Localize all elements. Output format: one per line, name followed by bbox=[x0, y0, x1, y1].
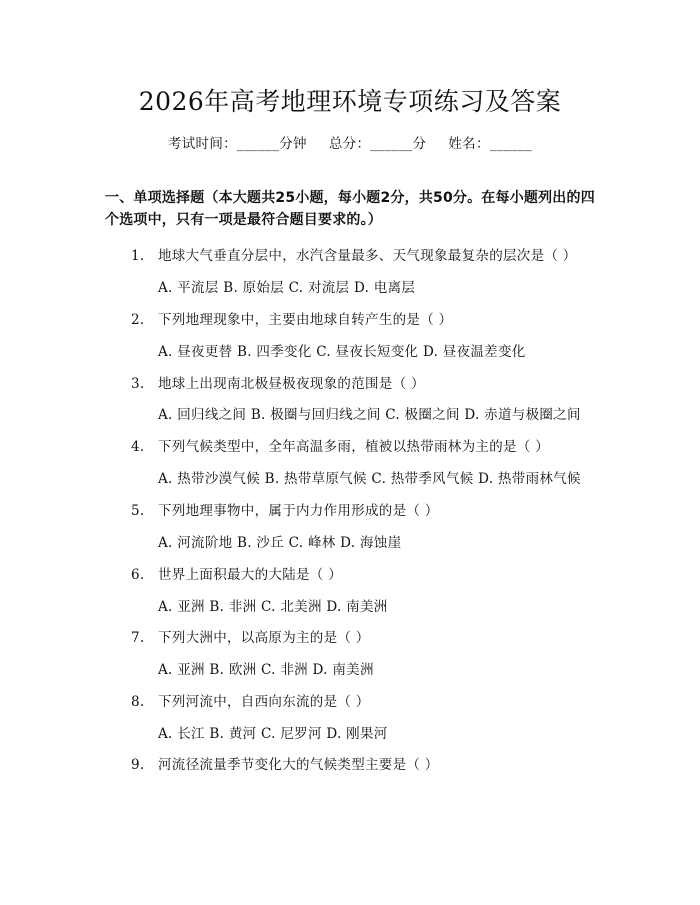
question-number: 9. bbox=[131, 757, 145, 773]
question-number: 8. bbox=[131, 694, 145, 710]
question-text: 地球大气垂直分层中，水汽含量最多、天气现象最复杂的层次是（ ） bbox=[158, 248, 577, 264]
question-text: 下列河流中，自西向东流的是（ ） bbox=[158, 694, 370, 710]
question-1 bbox=[131, 244, 577, 264]
question-3-options: A. 回归线之间 B. 极圈与回归线之间 C. 极圈之间 D. 赤道与极圈之间 bbox=[158, 407, 581, 423]
question-6 bbox=[131, 563, 342, 583]
exam-info-line bbox=[0, 132, 700, 152]
question-text: 下列大洲中，以高原为主的是（ ） bbox=[158, 630, 370, 646]
question-9 bbox=[131, 753, 439, 773]
question-text: 下列地理现象中，主要由地球自转产生的是（ ） bbox=[158, 312, 453, 328]
question-3 bbox=[131, 372, 425, 392]
question-number: 2. bbox=[131, 312, 145, 328]
student-name-field: 姓名：______ bbox=[448, 136, 533, 152]
question-number: 6. bbox=[131, 567, 145, 583]
question-7 bbox=[131, 626, 370, 646]
question-number: 4. bbox=[131, 439, 145, 455]
question-number: 7. bbox=[131, 630, 145, 646]
question-4 bbox=[131, 435, 549, 455]
question-number: 3. bbox=[131, 376, 145, 392]
question-text: 下列地理事物中，属于内力作用形成的是（ ） bbox=[158, 503, 439, 519]
question-4-options: A. 热带沙漠气候 B. 热带草原气候 C. 热带季风气候 D. 热带雨林气候 bbox=[158, 471, 581, 487]
question-text: 地球上出现南北极昼极夜现象的范围是（ ） bbox=[158, 376, 425, 392]
question-number: 1. bbox=[131, 248, 145, 264]
question-text: 下列气候类型中，全年高温多雨，植被以热带雨林为主的是（ ） bbox=[158, 439, 549, 455]
question-5 bbox=[131, 499, 439, 519]
question-6-options: A. 亚洲 B. 非洲 C. 北美洲 D. 南美洲 bbox=[158, 599, 388, 615]
question-number: 5. bbox=[131, 503, 145, 519]
exam-time-field: 考试时间：______分钟 bbox=[167, 136, 307, 152]
question-8-options: A. 长江 B. 黄河 C. 尼罗河 D. 刚果河 bbox=[158, 726, 388, 742]
total-score-field: 总分：______分 bbox=[328, 136, 427, 152]
question-7-options: A. 亚洲 B. 欧洲 C. 非洲 D. 南美洲 bbox=[158, 662, 374, 678]
page-title: 2026年高考地理环境专项练习及答案 bbox=[138, 87, 562, 116]
question-text: 河流径流量季节变化大的气候类型主要是（ ） bbox=[158, 757, 439, 773]
question-2-options: A. 昼夜更替 B. 四季变化 C. 昼夜长短变化 D. 昼夜温差变化 bbox=[158, 344, 526, 360]
question-text: 世界上面积最大的大陆是（ ） bbox=[158, 567, 342, 583]
question-1-options: A. 平流层 B. 原始层 C. 对流层 D. 电离层 bbox=[158, 280, 416, 296]
question-8 bbox=[131, 690, 370, 710]
question-5-options: A. 河流阶地 B. 沙丘 C. 峰林 D. 海蚀崖 bbox=[158, 535, 402, 551]
section-heading-single-choice: 一、单项选择题（本大题共25小题，每小题2分，共50分。在每小题列出的四个选项中，只有一项是最符合题目要求的。） bbox=[105, 190, 595, 228]
question-2 bbox=[131, 308, 452, 328]
